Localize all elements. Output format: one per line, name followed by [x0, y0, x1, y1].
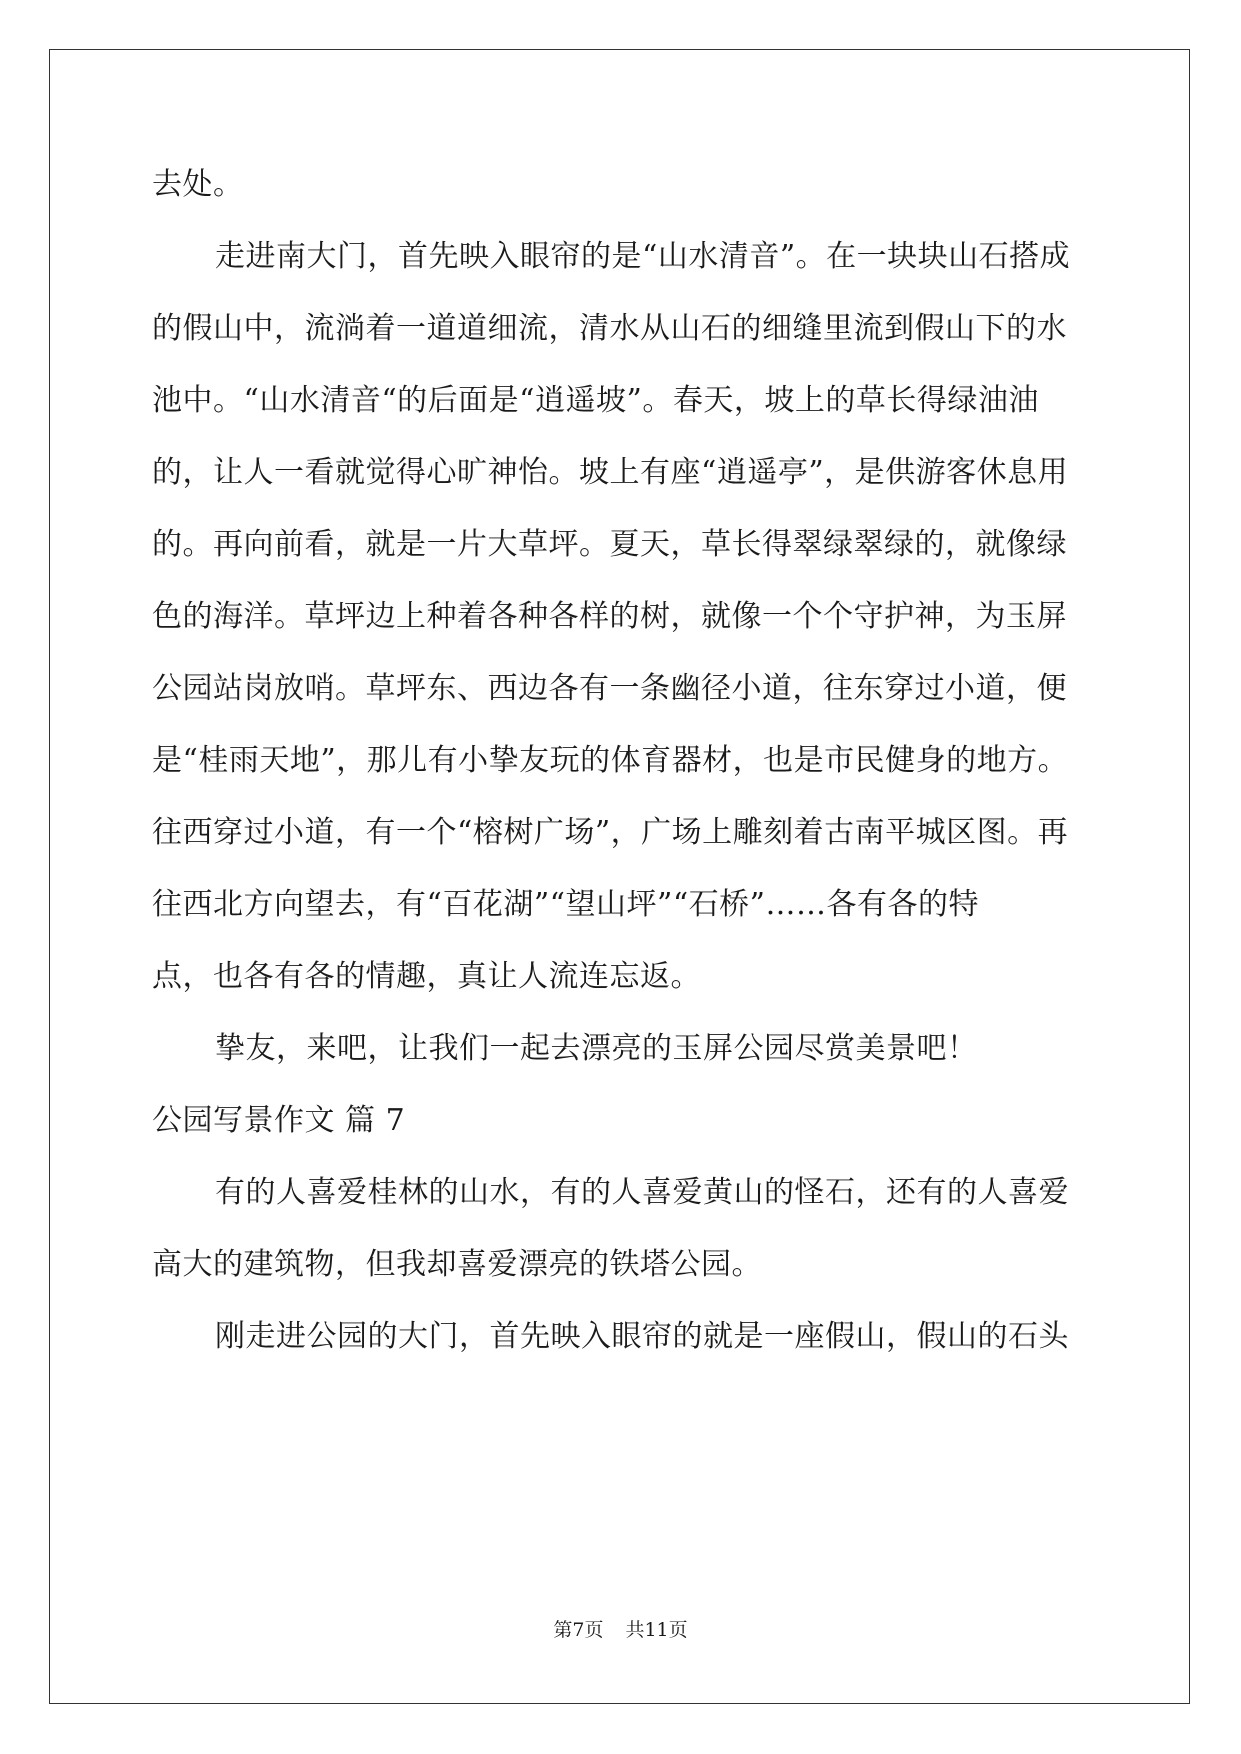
text-line: 往西穿过小道，有一个“榕树广场”，广场上雕刻着古南平城区图。再	[152, 815, 1069, 850]
text-line: 的。再向前看，就是一片大草坪。夏天，草长得翠绿翠绿的，就像绿	[152, 527, 1067, 562]
text-line: 去处。	[152, 167, 244, 202]
section-heading: 公园写景作文 篇 7	[152, 1103, 406, 1138]
page-number-total: 共11页	[625, 1619, 688, 1641]
text-line: 是“桂雨天地”，那儿有小挚友玩的体育器材，也是市民健身的地方。	[152, 743, 1069, 778]
text-line: 池中。“山水清音“的后面是“逍遥坡”。春天，坡上的草长得绿油油	[152, 383, 1039, 418]
text-line: 点，也各有各的情趣，真让人流连忘返。	[152, 959, 701, 994]
page-footer	[0, 1618, 1241, 1642]
text-line: 公园站岗放哨。草坪东、西边各有一条幽径小道，往东穿过小道，便	[152, 671, 1067, 706]
page-number-current: 第7页	[553, 1619, 604, 1641]
text-line: 的假山中，流淌着一道道细流，清水从山石的细缝里流到假山下的水	[152, 311, 1067, 346]
page-border	[49, 49, 1190, 1704]
text-line: 高大的建筑物，但我却喜爱漂亮的铁塔公园。	[152, 1247, 762, 1282]
text-line: 往西北方向望去，有“百花湖”“望山坪”“石桥”……各有各的特	[152, 887, 980, 922]
text-line: 色的海洋。草坪边上种着各种各样的树，就像一个个守护神，为玉屏	[152, 599, 1067, 634]
paragraph-first-line: 走进南大门，首先映入眼帘的是“山水清音”。在一块块山石搭成	[215, 239, 1071, 274]
paragraph-first-line: 有的人喜爱桂林的山水，有的人喜爱黄山的怪石，还有的人喜爱	[215, 1175, 1069, 1210]
text-line: 的，让人一看就觉得心旷神怡。坡上有座“逍遥亭”，是供游客休息用	[152, 455, 1069, 490]
paragraph-first-line: 刚走进公园的大门，首先映入眼帘的就是一座假山，假山的石头	[215, 1319, 1069, 1354]
paragraph-first-line: 挚友，来吧，让我们一起去漂亮的玉屏公园尽赏美景吧！	[215, 1031, 978, 1066]
